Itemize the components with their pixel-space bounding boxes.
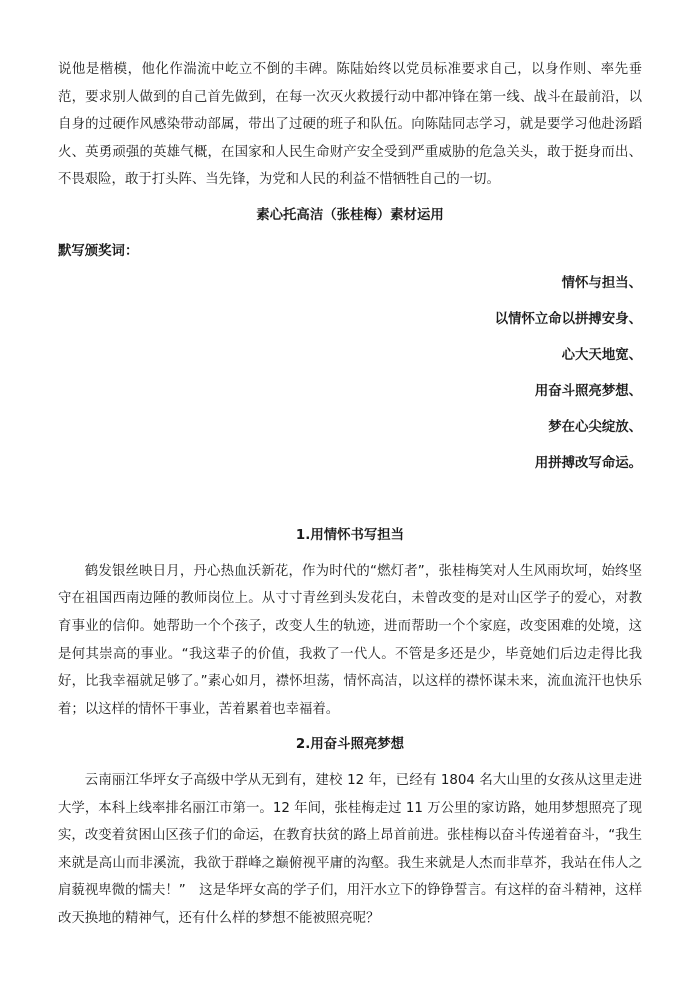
document-page xyxy=(58,56,642,932)
section-title: 素心托高洁（张桂梅）素材运用 xyxy=(256,207,444,223)
part2-body: 云南丽江华坪女子高级中学从无到有，建校 12 年，已经有 1804 名大山里的女孩从这里走进大学，本科上线率排名丽江市第一。12 年间，张桂梅走过 11 万公里的家访路，她用梦想照亮了现实，改变着贫困山区孩子们的命运，在教育扶贫的路上昂首前进。张桂梅以奋斗传递着奋斗，“我生来就是高山而非溪流，我欲于群峰之巅俯视平庸的沟壑。我生来就是人杰而非草芥，我站在伟人之肩藐视卑微的懦夫！” 这是华坪女高的学子们，用汗水立下的铮铮誓言。有这样的奋斗精神，这样改天换地的精神气，还有什么样的梦想不能被照亮呢？ xyxy=(58,772,642,926)
poem-line: 心大天地宽、 xyxy=(561,348,642,364)
intro-paragraph: 说他是楷模，他化作湍流中屹立不倒的丰碑。陈陆始终以党员标准要求自己，以身作则、率先垂范，要求别人做到的自己首先做到，在每一次灭火救援行动中都冲锋在第一线、战斗在最前沿，以自身的过硬作风感染带动部属，带出了过硬的班子和队伍。向陈陆同志学习，就是要学习他赴汤蹈火、英勇顽强的英雄气概，在国家和人民生命财产安全受到严重威胁的危急关头，敢于挺身而出、不畏艰险，敢于打头阵、当先锋，为党和人民的利益不惜牺牲自己的一切。 xyxy=(58,62,642,188)
part1-body: 鹤发银丝映日月，丹心热血沃新花，作为时代的“燃灯者”，张桂梅笑对人生风雨坎坷，始终坚守在祖国西南边陲的教师岗位上。从寸寸青丝到头发花白，未曾改变的是对山区学子的爱心，对教育事业的信仰。她帮助一个个孩子，改变人生的轨迹，进而帮助一个个家庭，改变困难的处境，这是何其崇高的事业。“我这辈子的价值，我救了一代人。不管是多还是少，毕竟她们后边走得比我好，比我幸福就足够了。”素心如月，襟怀坦荡，情怀高洁，以这样的襟怀谋未来，流血流汗也快乐着；以这样的情怀干事业，苦着累着也幸福着。 xyxy=(58,563,642,717)
poem-line: 用奋斗照亮梦想、 xyxy=(534,384,642,400)
poem-line: 以情怀立命以拼搏安身、 xyxy=(494,312,642,328)
part1-heading: 1.用情怀书写担当 xyxy=(295,528,405,544)
poem-line: 用拼搏改写命运。 xyxy=(534,456,642,472)
dictation-label: 默写颁奖词： xyxy=(58,243,139,259)
award-poem xyxy=(58,266,642,482)
poem-line: 情怀与担当、 xyxy=(561,276,642,292)
part2-heading: 2.用奋斗照亮梦想 xyxy=(295,737,405,753)
poem-line: 梦在心尖绽放、 xyxy=(548,420,642,436)
